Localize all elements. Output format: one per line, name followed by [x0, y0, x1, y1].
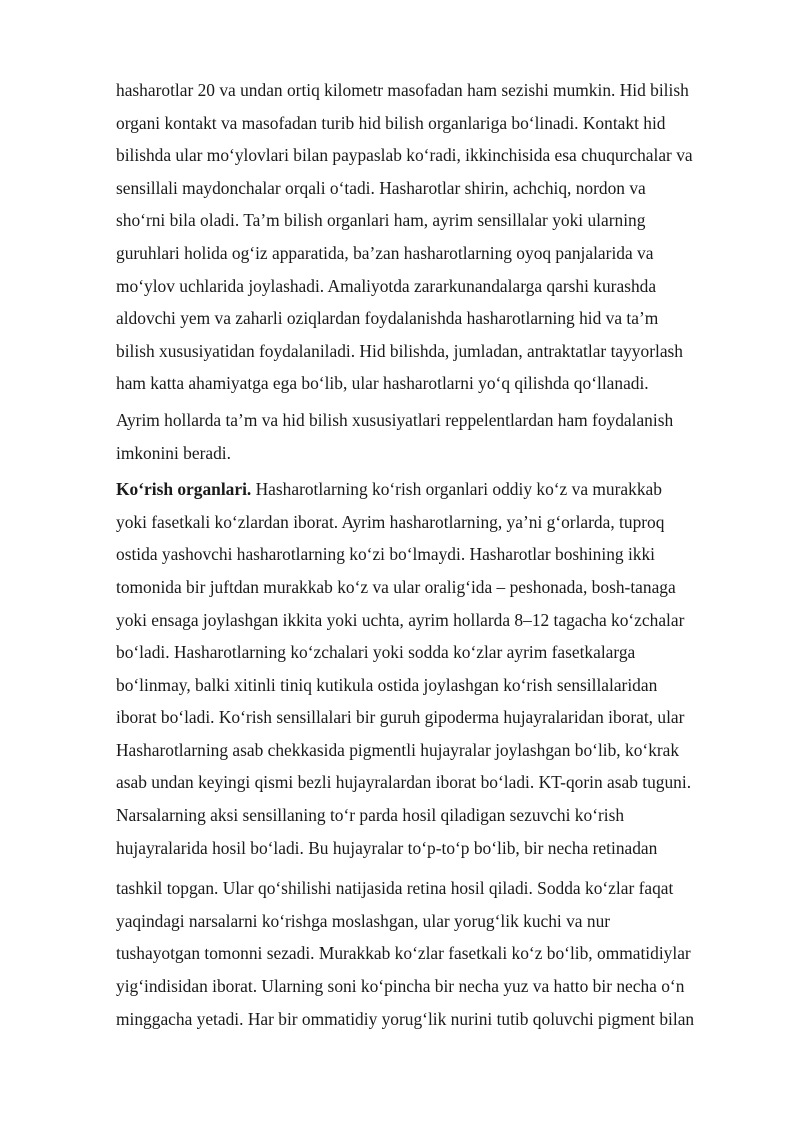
- text-line: bo‘linmay, balki xitinli tiniq kutikula ostida joylashgan ko‘rish sensillalaridan: [116, 674, 658, 695]
- text-line: sensillali maydonchalar orqali o‘tadi. Hasharotlar shirin, achchiq, nordon va: [116, 177, 646, 198]
- text-line: [116, 473, 742, 506]
- text-line: yaqindagi narsalarni ko‘rishga moslashgan, ular yorug‘lik kuchi va nur: [116, 910, 611, 931]
- text-line: sho‘rni bila oladi. Ta’m bilish organlari ham, ayrim sensillalar yoki ularning: [116, 210, 646, 231]
- text-line: yoki ensaga joylashgan ikkita yoki uchta, ayrim hollarda 8–12 tagacha ko‘zchalar: [116, 609, 685, 630]
- text-line: bilishda ular mo‘ylovlari bilan paypaslab ko‘radi, ikkinchisida esa chuqurchalar va: [116, 145, 693, 166]
- text-line: aldovchi yem va zaharli oziqlardan foydalanishda hasharotlarning hid va ta’m: [116, 308, 659, 329]
- heading-line-rest: Hasharotlarning ko‘rish organlari oddiy ko‘z va murakkab: [251, 479, 662, 500]
- text-line: hasharotlar 20 va undan ortiq kilometr masofadan ham sezishi mumkin. Hid bilish: [116, 80, 689, 100]
- text-line: tashkil topgan. Ular qo‘shilishi natijasida retina hosil qiladi. Sodda ko‘zlar faqat: [116, 878, 674, 899]
- text-line: yoki fasetkali ko‘zlardan iborat. Ayrim hasharotlarning, ya’ni g‘orlarda, tuproq: [116, 511, 665, 532]
- paragraph-repellents: [116, 404, 742, 469]
- text-line: ostida yashovchi hasharotlarning ko‘zi bo‘lmaydi. Hasharotlar boshining ikki: [116, 544, 655, 565]
- text-line: tomonida bir juftdan murakkab ko‘z va ular oralig‘ida – peshonada, bosh-tanaga: [116, 576, 676, 597]
- text-line: bilish xususiyatidan foydalaniladi. Hid bilishda, jumladan, antraktatlar tayyorlash: [116, 340, 684, 361]
- text-line: Ayrim hollarda ta’m va hid bilish xususiyatlari reppelentlardan ham foydalanish: [116, 409, 674, 430]
- text-line: hujayralarida hosil bo‘ladi. Bu hujayralar to‘p-to‘p bo‘lib, bir necha retinadan: [116, 837, 658, 858]
- text-line: organi kontakt va masofadan turib hid bilish organlariga bo‘linadi. Kontakt hid: [116, 112, 666, 133]
- text-line: minggacha yetadi. Har bir ommatidiy yorug‘lik nurini tutib qoluvchi pigment bilan: [116, 1008, 695, 1029]
- paragraph-compound-eyes: [116, 872, 742, 1035]
- section-heading: Ko‘rish organlari.: [116, 479, 252, 500]
- text-line: mo‘ylov uchlarida joylashadi. Amaliyotda zararkunandalarga qarshi kurashda: [116, 275, 657, 296]
- text-line: tushayotgan tomonni sezadi. Murakkab ko‘zlar fasetkali ko‘z bo‘lib, ommatidiylar: [116, 943, 691, 964]
- text-line: ham katta ahamiyatga ega bo‘lib, ular hasharotlarni yo‘q qilishda qo‘llanadi.: [116, 373, 649, 394]
- text-line: asab undan keyingi qismi bezli hujayralardan iborat bo‘ladi. KT-qorin asab tuguni.: [116, 772, 692, 793]
- text-line: yig‘indisidan iborat. Ularning soni ko‘pincha bir necha yuz va hatto bir necha o‘n: [116, 976, 685, 997]
- text-line: bo‘ladi. Hasharotlarning ko‘zchalari yoki sodda ko‘zlar ayrim fasetkalarga: [116, 642, 636, 663]
- text-line: iborat bo‘ladi. Ko‘rish sensillalari bir guruh gipoderma hujayralaridan iborat, ular: [116, 707, 685, 728]
- text-line: Narsalarning aksi sensillaning to‘r parda hosil qiladigan sezuvchi ko‘rish: [116, 805, 625, 826]
- text-line: Hasharotlarning asab chekkasida pigmentli hujayralar joylashgan bo‘lib, ko‘krak: [116, 739, 680, 760]
- paragraph-vision-organs: [116, 473, 742, 864]
- text-line: imkonini beradi.: [116, 442, 231, 463]
- text-line: guruhlari holida og‘iz apparatida, ba’zan hasharotlarning oyoq panjalarida va: [116, 242, 654, 263]
- paragraph-smell-organs: [116, 74, 742, 400]
